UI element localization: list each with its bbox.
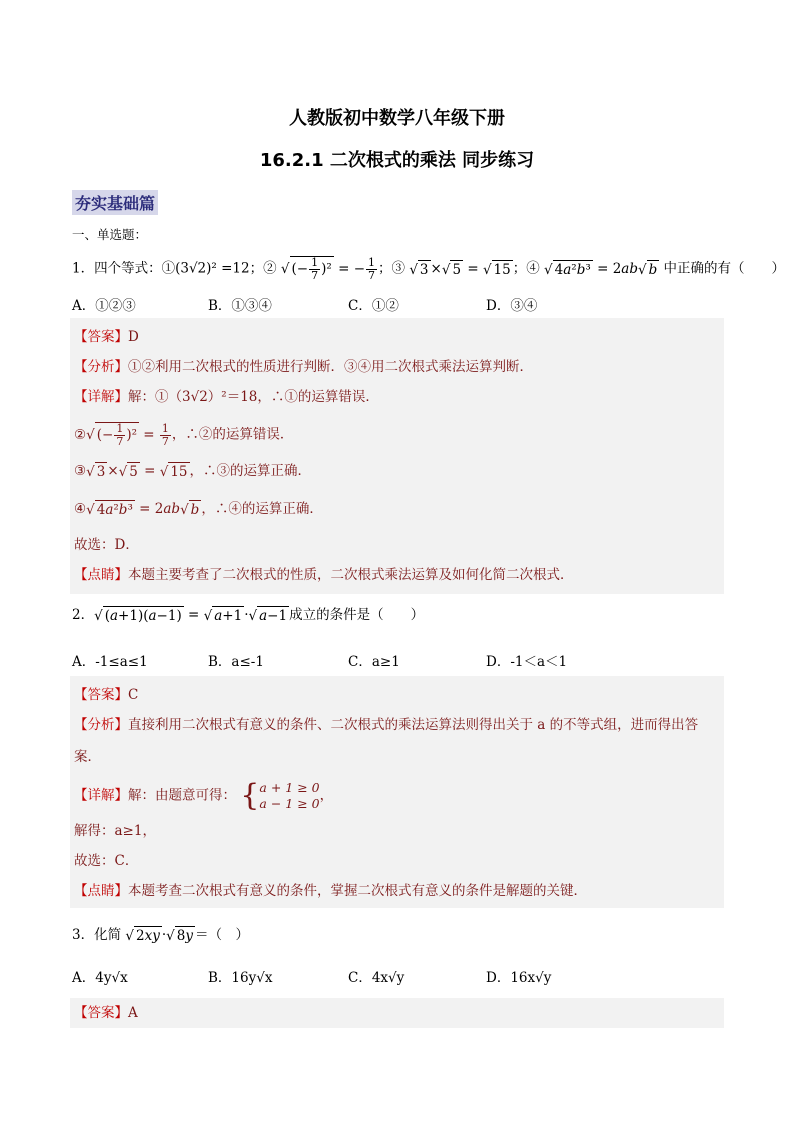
q2-answer: 【答案】C — [74, 687, 139, 703]
q1-detail-1: 【详解】解：①（3√2）²＝18，∴①的运算错误． — [74, 389, 379, 405]
q2-option-b[interactable]: B．a≤-1 — [208, 654, 264, 670]
document-subtitle: 16.2.1 二次根式的乘法 同步练习 — [259, 150, 535, 171]
question-3: 3．化简 √ 2xy ·√ 8y ＝（ ） — [72, 927, 249, 944]
q2-option-d[interactable]: D．-1＜a＜1 — [486, 654, 568, 670]
q2-option-a[interactable]: A．-1≤a≤1 — [72, 654, 148, 670]
document-title: 人教版初中数学八年级下册 — [289, 108, 505, 129]
q2-analysis: 【分析】直接利用二次根式有意义的条件、二次根式的乘法运算法则得出关于 a 的不等式组，进而得出答 — [74, 717, 699, 733]
question-2: 2．√ (a+1)(a−1) = √ a+1 ·√ a−1 成立的条件是（ ） — [72, 607, 425, 624]
q1-eq3-tail: ；④ — [512, 260, 540, 277]
q3-option-b[interactable]: B．16y√x — [208, 970, 273, 986]
q1-option-b[interactable]: B．①③④ — [208, 298, 272, 314]
q1-answer-box — [70, 318, 724, 594]
q3-option-a[interactable]: A．4y√x — [72, 970, 128, 986]
q1-eq2-formula: √ (− $\frac{1}{7}$ )² = − $\frac{1}{7}$ — [280, 255, 376, 282]
q1-answer: 【答案】D — [74, 329, 139, 345]
q2-option-c[interactable]: C．a≥1 — [348, 654, 400, 670]
q2-solve: 解得：a≥1， — [74, 823, 156, 839]
q2-detail: 【详解】解：由题意可得： { a + 1 ≥ 0 a − 1 ≥ 0 ， — [74, 778, 334, 813]
question-1 — [72, 256, 785, 282]
section-label: 夯实基础篇 — [72, 190, 158, 215]
q2-choose: 故选：C． — [74, 853, 139, 869]
q1-eq4-tail: 中正确的有（ ） — [663, 260, 786, 277]
q1-choose: 故选：D． — [74, 537, 139, 553]
q1-eq2-tail: ；③ — [378, 260, 406, 277]
q3-answer-box — [70, 998, 724, 1028]
q1-option-c[interactable]: C．①② — [348, 298, 399, 314]
q1-detail-4: ④√ 4a²b³ = 2ab√ b ，∴④的运算正确． — [74, 501, 323, 518]
q1-eq1: (3√2)² =12；② — [175, 260, 277, 277]
q3-option-c[interactable]: C．4x√y — [348, 970, 405, 986]
q1-option-d[interactable]: D．③④ — [486, 298, 538, 314]
q1-eq4-formula: √ 4a²b³ = 2ab√ b — [544, 260, 658, 278]
q3-option-d[interactable]: D．16x√y — [486, 970, 552, 986]
q1-option-a[interactable]: A．①②③ — [72, 298, 136, 314]
q2-comment: 【点睛】本题考查二次根式有意义的条件，掌握二次根式有意义的条件是解题的关键． — [74, 883, 587, 899]
q1-detail-3: ③√ 3 ×√ 5 = √ 15 ，∴③的运算正确． — [74, 463, 312, 480]
part-label: 一、单选题： — [72, 227, 148, 242]
q2-answer-box — [70, 676, 724, 908]
q1-comment: 【点睛】本题主要考查了二次根式的性质，二次根式乘法运算及如何化简二次根式． — [74, 567, 574, 583]
q1-detail-2: ②√ (− $\frac{1}{7}$ )² = $\frac{1}{7}$ ，∴②的运算错误． — [74, 421, 294, 448]
q2-analysis-cont: 案． — [74, 749, 101, 765]
q1-analysis: 【分析】①②利用二次根式的性质进行判断．③④用二次根式乘法运算判断． — [74, 359, 533, 375]
q3-answer: 【答案】A — [74, 1005, 138, 1021]
q1-prefix: 1．四个等式：① — [72, 260, 176, 277]
q1-eq3-formula: √ 3 ×√ 5 = √ 15 — [409, 260, 511, 278]
